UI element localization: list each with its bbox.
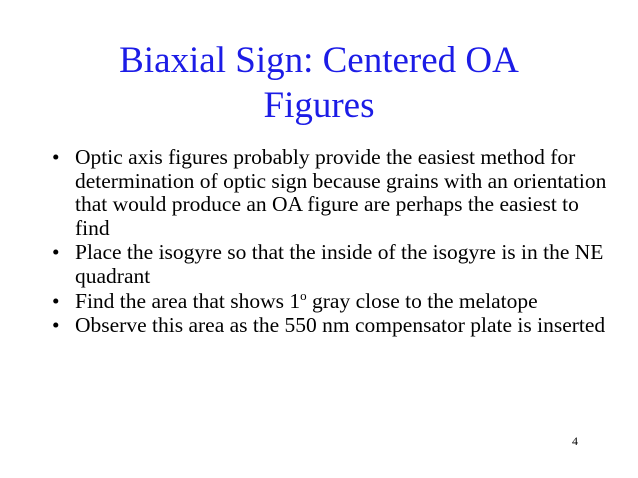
bullet-text-3-before: Find the area that shows 1 (75, 288, 301, 313)
bullet-list (48, 146, 608, 339)
slide-title (40, 38, 598, 128)
bullet-text-3-after: gray close to the melatope (306, 288, 538, 313)
bullet-item-3 (48, 287, 608, 314)
degree-superscript: o (300, 287, 307, 303)
bullet-icon: • (52, 313, 60, 338)
bullet-icon: • (52, 145, 60, 169)
bullet-item-1 (48, 146, 608, 240)
bullet-item-4 (48, 314, 608, 338)
slide-title-line-2: Figures (263, 85, 375, 126)
slide-title-line-1: Biaxial Sign: Centered OA (119, 40, 519, 81)
bullet-icon: • (52, 288, 60, 313)
page-number: 4 (572, 434, 578, 448)
bullet-text-2: Place the isogyre so that the inside of the isogyre is in the NE quadrant (75, 240, 604, 288)
bullet-text-4: Observe this area as the 550 nm compensator plate is inserted (75, 313, 606, 338)
bullet-item-2 (48, 241, 608, 288)
bullet-text-1: Optic axis figures probably provide the easiest method for determination of optic sign because grains with an orientation that would produce an OA figure are perhaps the easiest to find (75, 145, 607, 240)
bullet-icon: • (52, 240, 60, 265)
